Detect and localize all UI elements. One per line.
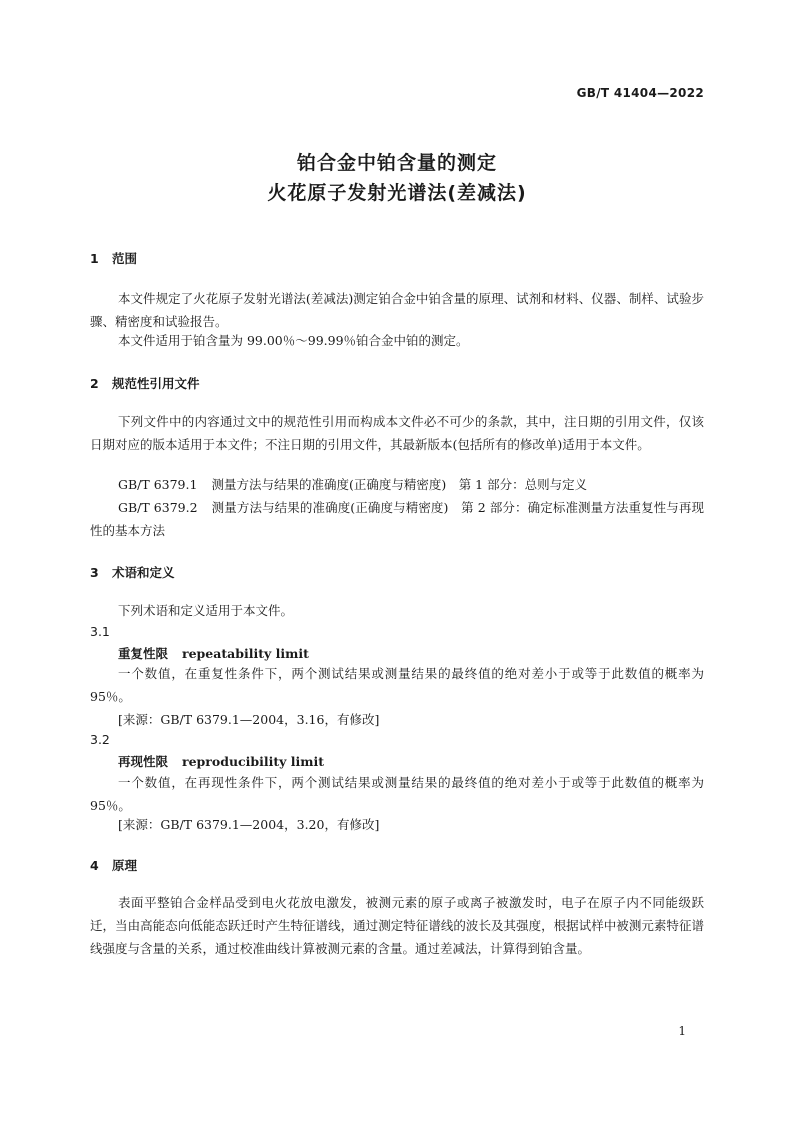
section-4-paragraph-1: 表面平整铂合金样品受到电火花放电激发，被测元素的原子或离子被激发时，电子在原子内不同能级跃迁，当由高能态向低能态跃迁时产生特征谱线，通过测定特征谱线的波长及其强度，根据试样中被测元素特征谱线强度与含量的关系，通过校准曲线计算被测元素的含量。通过差减法，计算得到铂含量。 [90, 895, 704, 956]
term-english: reproducibility limit [182, 754, 325, 769]
term-number-3-1: 3.1 [90, 624, 110, 639]
term-english: repeatability limit [182, 646, 309, 661]
term-3-2-definition: 一个数值，在再现性条件下，两个测试结果或测量结果的最终值的绝对差小于或等于此数值的概率为 95％。 [90, 775, 704, 813]
term-3-1-source: [来源：GB/T 6379.1—2004，3.16，有修改] [118, 712, 380, 727]
reference-title: 测量方法与结果的准确度(正确度与精密度) 第 1 部分：总则与定义 [211, 477, 588, 492]
section-title: 规范性引用文件 [112, 376, 200, 391]
section-number: 4 [90, 858, 99, 873]
reference-title: 测量方法与结果的准确度(正确度与精密度) 第 2 部分：确定标准测量方法重复性与再现性的基本方法 [90, 500, 705, 538]
term-number-3-2: 3.2 [90, 732, 110, 747]
section-number: 2 [90, 376, 99, 391]
section-number: 1 [90, 251, 99, 266]
page-number: 1 [678, 1024, 686, 1038]
section-1-paragraph-2: 本文件适用于铂含量为 99.00％～99.99％铂合金中铂的测定。 [118, 333, 469, 348]
term-3-1 [118, 644, 309, 662]
normative-reference-2 [90, 496, 704, 542]
section-3-heading [90, 563, 175, 581]
document-title-line1: 铂合金中铂含量的测定 [296, 152, 497, 174]
reference-code: GB/T 6379.1 [118, 477, 198, 492]
section-title: 术语和定义 [112, 565, 175, 580]
section-title: 范围 [112, 251, 138, 266]
section-number: 3 [90, 565, 99, 580]
term-3-2-source: [来源：GB/T 6379.1—2004，3.20，有修改] [118, 817, 380, 832]
term-3-2 [118, 752, 324, 770]
normative-reference-1 [90, 473, 704, 496]
standard-code: GB/T 41404—2022 [576, 86, 704, 100]
section-1-heading [90, 249, 137, 267]
term-chinese: 再现性限 [118, 754, 169, 769]
section-4-heading [90, 856, 137, 874]
section-1-paragraph-1: 本文件规定了火花原子发射光谱法(差减法)测定铂合金中铂含量的原理、试剂和材料、仪器、制样、试验步骤、精密度和试验报告。 [90, 291, 704, 329]
term-3-1-definition: 一个数值，在重复性条件下，两个测试结果或测量结果的最终值的绝对差小于或等于此数值的概率为 95％。 [90, 666, 704, 704]
document-title-line2: 火花原子发射光谱法(差减法) [267, 182, 527, 204]
section-2-paragraph-1: 下列文件中的内容通过文中的规范性引用而构成本文件必不可少的条款，其中，注日期的引用文件，仅该日期对应的版本适用于本文件；不注日期的引用文件，其最新版本(包括所有的修改单)适用于本文件。 [90, 414, 704, 452]
term-chinese: 重复性限 [118, 646, 169, 661]
section-title: 原理 [112, 858, 138, 873]
section-3-intro: 下列术语和定义适用于本文件。 [118, 603, 294, 618]
section-2-heading [90, 374, 200, 392]
reference-code: GB/T 6379.2 [118, 500, 198, 515]
